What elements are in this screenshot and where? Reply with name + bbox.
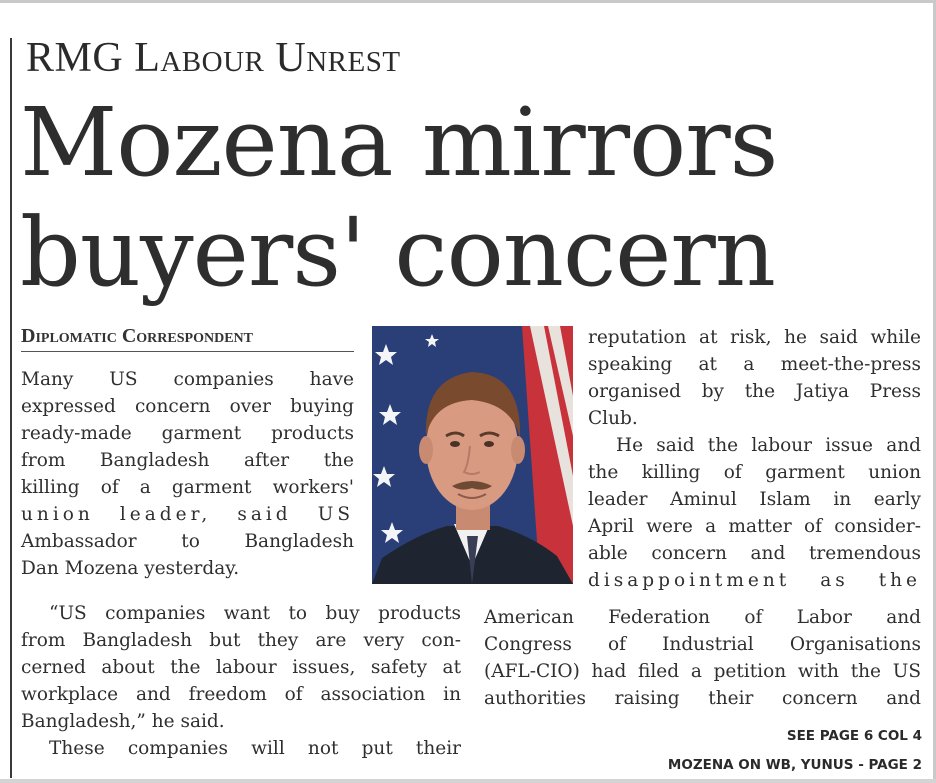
- body-line: American Federation of Labor and: [484, 607, 921, 628]
- section-kicker: RMG Labour Unrest: [26, 35, 401, 81]
- headline-line-1: Mozena mirrors: [20, 88, 778, 198]
- continued-reference: SEE PAGE 6 COL 4: [786, 728, 922, 744]
- body-line: He said the labour issue and: [616, 435, 921, 456]
- body-line: organised by the Jatiya Press: [588, 381, 921, 402]
- related-story-reference: MOZENA ON WB, YUNUS - PAGE 2: [667, 757, 922, 773]
- body-line: killing of a garment workers': [21, 477, 354, 498]
- body-line: Dan Mozena yesterday.: [21, 558, 240, 579]
- body-line: union leader, said US: [21, 504, 354, 525]
- body-line: leader Aminul Islam in early: [588, 489, 921, 510]
- ambassador-photo: [372, 326, 573, 584]
- body-line: expressed concern over buying: [21, 396, 354, 417]
- body-lower-right: [484, 604, 921, 712]
- body-line: Many US companies have: [21, 369, 354, 390]
- body-lower-left: [21, 600, 461, 762]
- body-line: These companies will not put their: [49, 738, 461, 759]
- body-line: the killing of garment union: [588, 462, 921, 483]
- body-line: (AFL-CIO) had filed a petition with the US: [484, 661, 921, 682]
- body-line: Bangladesh,” he said.: [21, 711, 225, 732]
- body-line: disappointment as the: [588, 570, 921, 591]
- byline: Diplomatic Correspondent: [21, 324, 354, 352]
- body-line: Congress of Industrial Organisations: [484, 634, 921, 655]
- body-column-3: [588, 324, 921, 594]
- body-line: authorities raising their concern and: [484, 688, 921, 709]
- body-line: cerned about the labour issues, safety at: [21, 657, 461, 678]
- body-line: Club.: [588, 408, 638, 429]
- body-line: Ambassador to Bangladesh: [21, 531, 354, 552]
- body-column-1: [21, 366, 354, 582]
- body-line: ready-made garment products: [21, 423, 354, 444]
- body-line: speaking at a meet-the-press: [588, 354, 921, 375]
- body-line: workplace and freedom of association in: [21, 684, 461, 705]
- body-line: “US companies want to buy products: [49, 603, 461, 624]
- body-line: from Bangladesh after the: [21, 450, 354, 471]
- body-line: able concern and tremendous: [588, 543, 921, 564]
- page-references: [668, 722, 922, 780]
- headline-line-2: buyers' concern: [20, 198, 775, 308]
- body-line: from Bangladesh but they are very con-: [21, 630, 461, 651]
- body-line: reputation at risk, he said while: [588, 327, 921, 348]
- body-line: April were a matter of consider-: [588, 516, 921, 537]
- page-top-border: [0, 0, 936, 3]
- portrait-illustration: [372, 326, 573, 584]
- headline: [20, 88, 920, 308]
- column-rule: [10, 38, 12, 778]
